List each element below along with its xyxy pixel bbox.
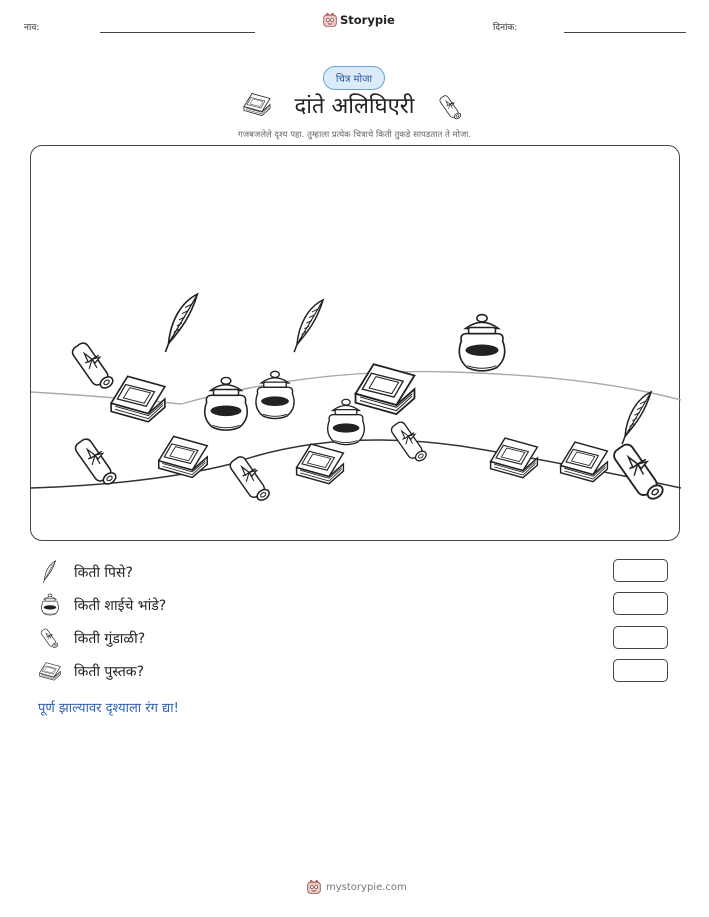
- counting-scene: [30, 145, 680, 541]
- question-text: किती पिसे?: [74, 564, 133, 581]
- answer-box-inkpot[interactable]: [613, 592, 668, 615]
- book-icon: [111, 376, 165, 421]
- question-text: किती पुस्तक?: [74, 663, 144, 680]
- scroll-icon: [228, 455, 271, 503]
- book-icon: [159, 436, 208, 477]
- date-field[interactable]: [564, 32, 686, 33]
- scroll-icon: [611, 442, 665, 502]
- question-text: किती शाईचे भांडे?: [74, 597, 167, 614]
- activity-tag: चित्र मोजा: [323, 66, 385, 90]
- footer-site: mystorypie.com: [326, 881, 407, 893]
- coloring-note: पूर्ण झाल्यावर दृश्याला रंग द्या!: [38, 701, 179, 716]
- inkpot-icon: [38, 593, 62, 617]
- date-label: दिनांक:: [493, 23, 518, 33]
- inkpot-icon: [256, 371, 294, 418]
- question-book: [38, 658, 144, 684]
- inkpot-icon: [459, 315, 504, 371]
- answer-box-book[interactable]: [613, 659, 668, 682]
- question-text: किती गुंडाळी?: [74, 630, 146, 647]
- question-inkpot: [38, 592, 166, 618]
- answer-box-quill[interactable]: [613, 559, 668, 582]
- instructions: गजबजलेले दृश्य पहा. तुम्हाला प्रत्येक चित्राचे किती तुकडे सापडतात ते मोजा.: [237, 130, 472, 140]
- scroll-icon: [38, 626, 62, 650]
- question-quill: [38, 559, 133, 585]
- storypie-logo-icon: [323, 13, 337, 27]
- scene-canvas: [31, 146, 681, 542]
- book-icon: [491, 438, 538, 478]
- quill-icon: [622, 392, 651, 444]
- footer: [307, 880, 407, 894]
- inkpot-icon: [328, 399, 365, 444]
- worksheet-title: दांते अलिघिएरी: [294, 94, 415, 119]
- book-icon: [297, 444, 344, 484]
- brand-name: Storypie: [340, 13, 395, 27]
- scroll-icon: [438, 92, 464, 122]
- scroll-icon: [70, 341, 115, 390]
- book-icon: [38, 659, 62, 683]
- question-scroll: [38, 625, 145, 651]
- answer-box-scroll[interactable]: [613, 626, 668, 649]
- inkpot-icon: [205, 377, 248, 430]
- scroll-icon: [73, 437, 118, 486]
- storypie-logo-icon: [307, 880, 321, 894]
- name-label: नाव:: [24, 23, 40, 33]
- quill-icon: [294, 300, 323, 352]
- quill-icon: [165, 294, 197, 352]
- book-icon: [561, 442, 608, 482]
- name-field[interactable]: [100, 32, 255, 33]
- brand-logo: [323, 13, 395, 27]
- quill-icon: [38, 560, 62, 584]
